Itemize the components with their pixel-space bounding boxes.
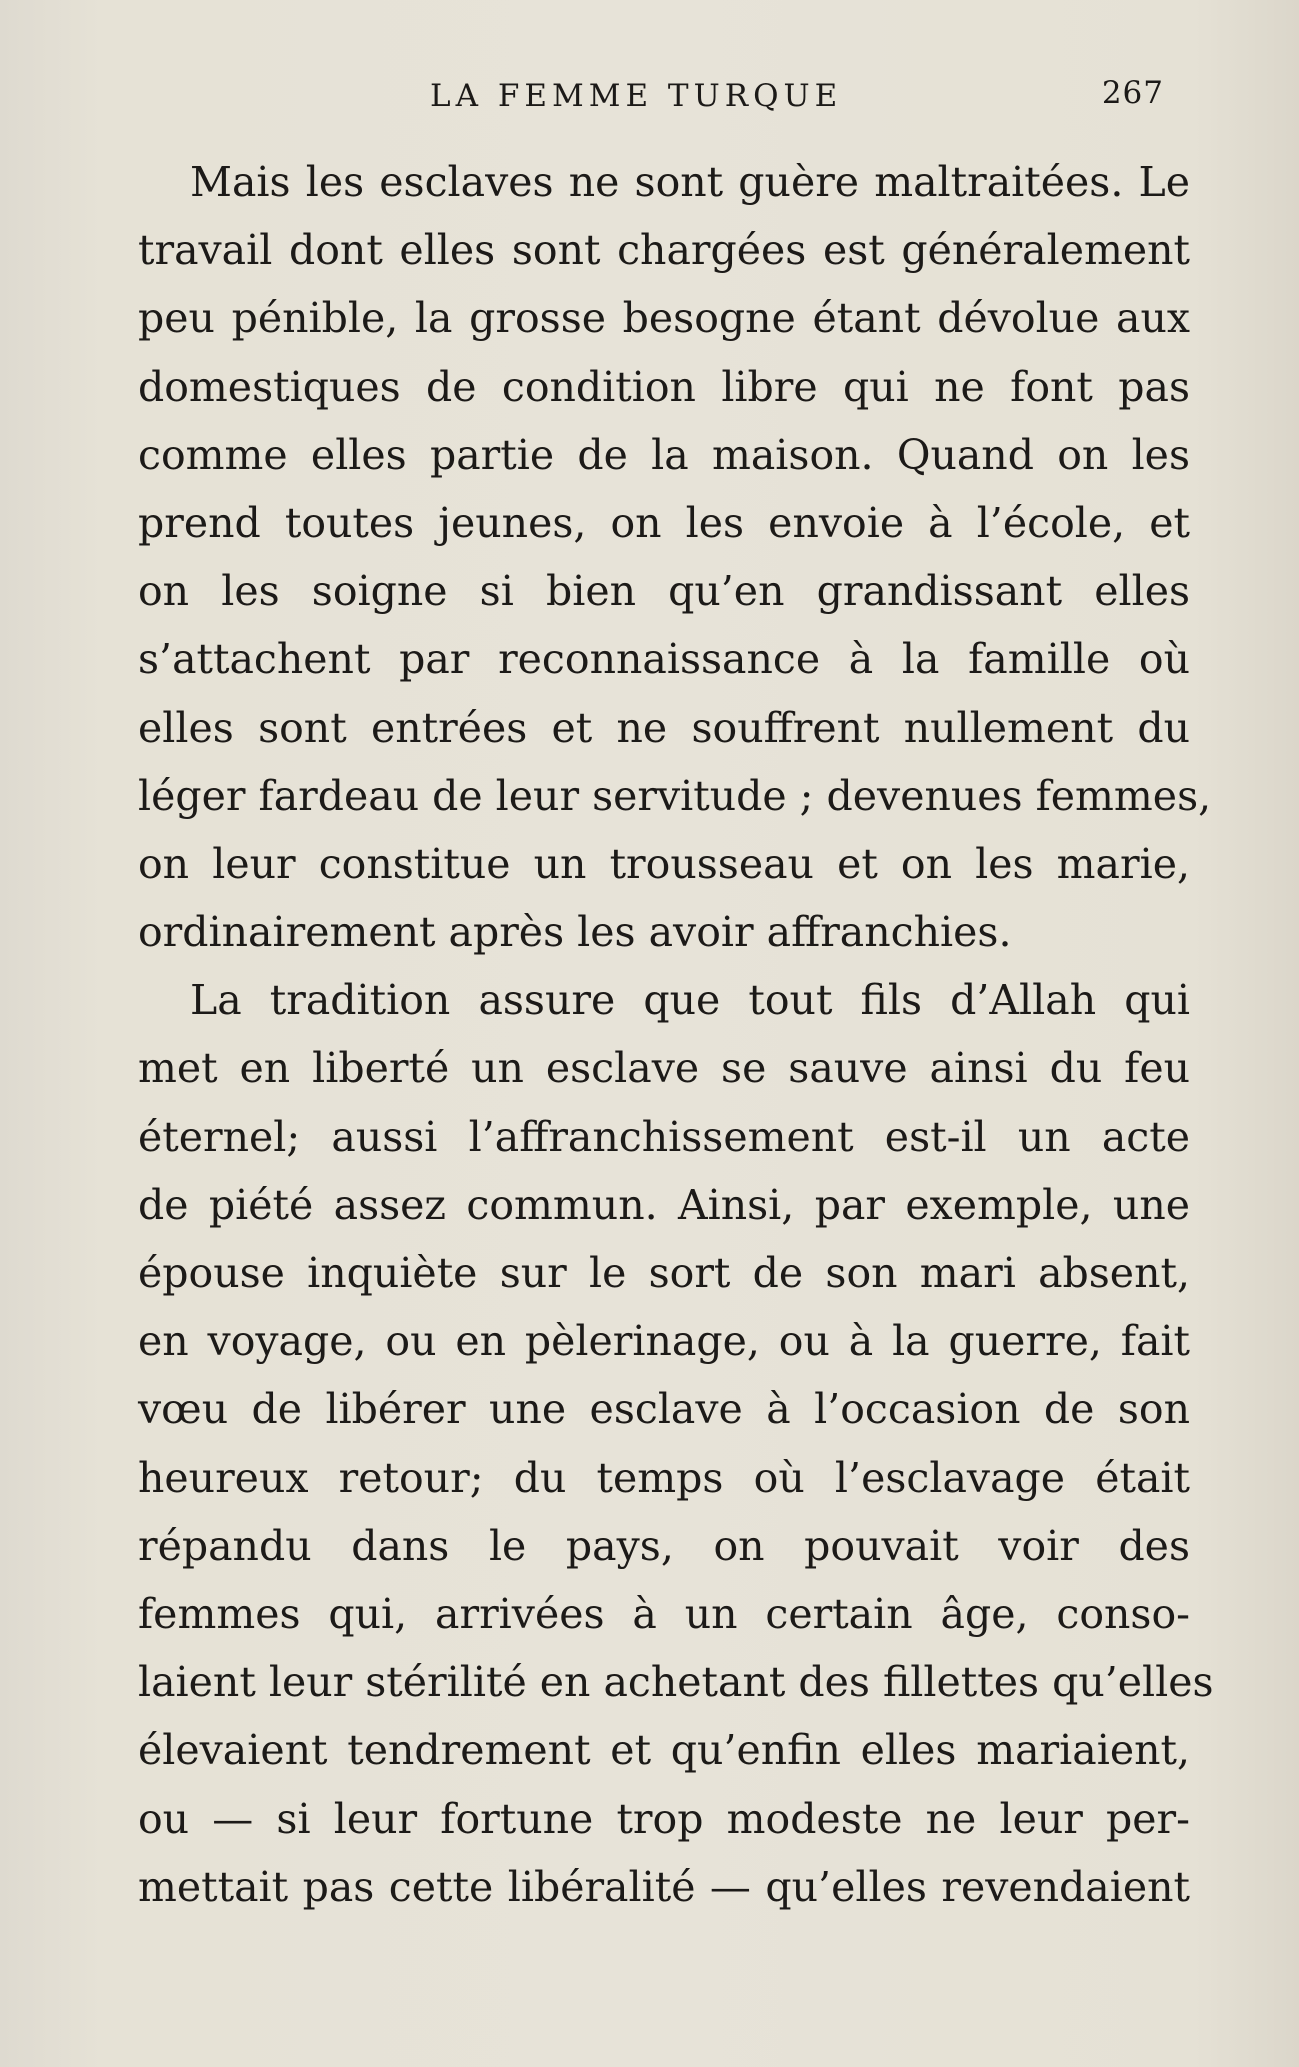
- text-line: mettait pas cette libéralité — qu’elles revendaient: [138, 1862, 1190, 1911]
- text-line: éternel; aussi l’affranchissement est-il un acte: [138, 1112, 1190, 1161]
- running-title: LA FEMME TURQUE: [430, 78, 843, 114]
- text-line: on les soigne si bien qu’en grandissant elles: [138, 567, 1190, 616]
- text-line: domestiques de condition libre qui ne font pas: [138, 362, 1190, 411]
- text-line: heureux retour; du temps où l’esclavage était: [138, 1453, 1190, 1502]
- body-text: [138, 148, 1214, 1921]
- text-line: femmes qui, arrivées à un certain âge, conso-: [138, 1589, 1190, 1638]
- text-line: Mais les esclaves ne sont guère maltraitées. Le: [190, 158, 1190, 206]
- text-line: vœu de libérer une esclave à l’occasion de son: [138, 1385, 1190, 1434]
- text-line: prend toutes jeunes, on les envoie à l’école, et: [138, 498, 1190, 547]
- text-line: de piété assez commun. Ainsi, par exemple, une: [138, 1180, 1190, 1229]
- text-line: La tradition assure que tout fils d’Allah qui: [190, 976, 1190, 1025]
- text-line: en voyage, ou en pèlerinage, ou à la guerre, fait: [138, 1317, 1190, 1366]
- text-line: met en liberté un esclave se sauve ainsi du feu: [138, 1044, 1190, 1093]
- text-line: épouse inquiète sur le sort de son mari absent,: [138, 1249, 1190, 1297]
- text-line: s’attachent par reconnaissance à la famille où: [138, 635, 1190, 684]
- paragraph-1: [138, 148, 1212, 966]
- text-line: laient leur stérilité en achetant des fillettes qu’elles: [138, 1658, 1214, 1707]
- text-line: elles sont entrées et ne souffrent nullement du: [138, 703, 1190, 752]
- text-line: élevaient tendrement et qu’enfin elles mariaient,: [138, 1726, 1190, 1775]
- text-line: répandu dans le pays, on pouvait voir des: [138, 1521, 1190, 1570]
- text-line: ou — si leur fortune trop modeste ne leur per-: [138, 1794, 1190, 1843]
- text-line: ordinairement après les avoir affranchies.: [138, 908, 1012, 957]
- page-number: 267: [1101, 75, 1164, 111]
- paragraph-2: [138, 966, 1214, 1921]
- text-line: travail dont elles sont chargées est généralement: [138, 226, 1190, 275]
- text-line: léger fardeau de leur servitude ; devenues femmes,: [138, 771, 1212, 820]
- text-line: peu pénible, la grosse besogne étant dévolue aux: [138, 294, 1190, 343]
- text-line: on leur constitue un trousseau et on les marie,: [138, 839, 1190, 888]
- running-head: [140, 75, 1180, 122]
- text-line: comme elles partie de la maison. Quand on les: [138, 430, 1190, 479]
